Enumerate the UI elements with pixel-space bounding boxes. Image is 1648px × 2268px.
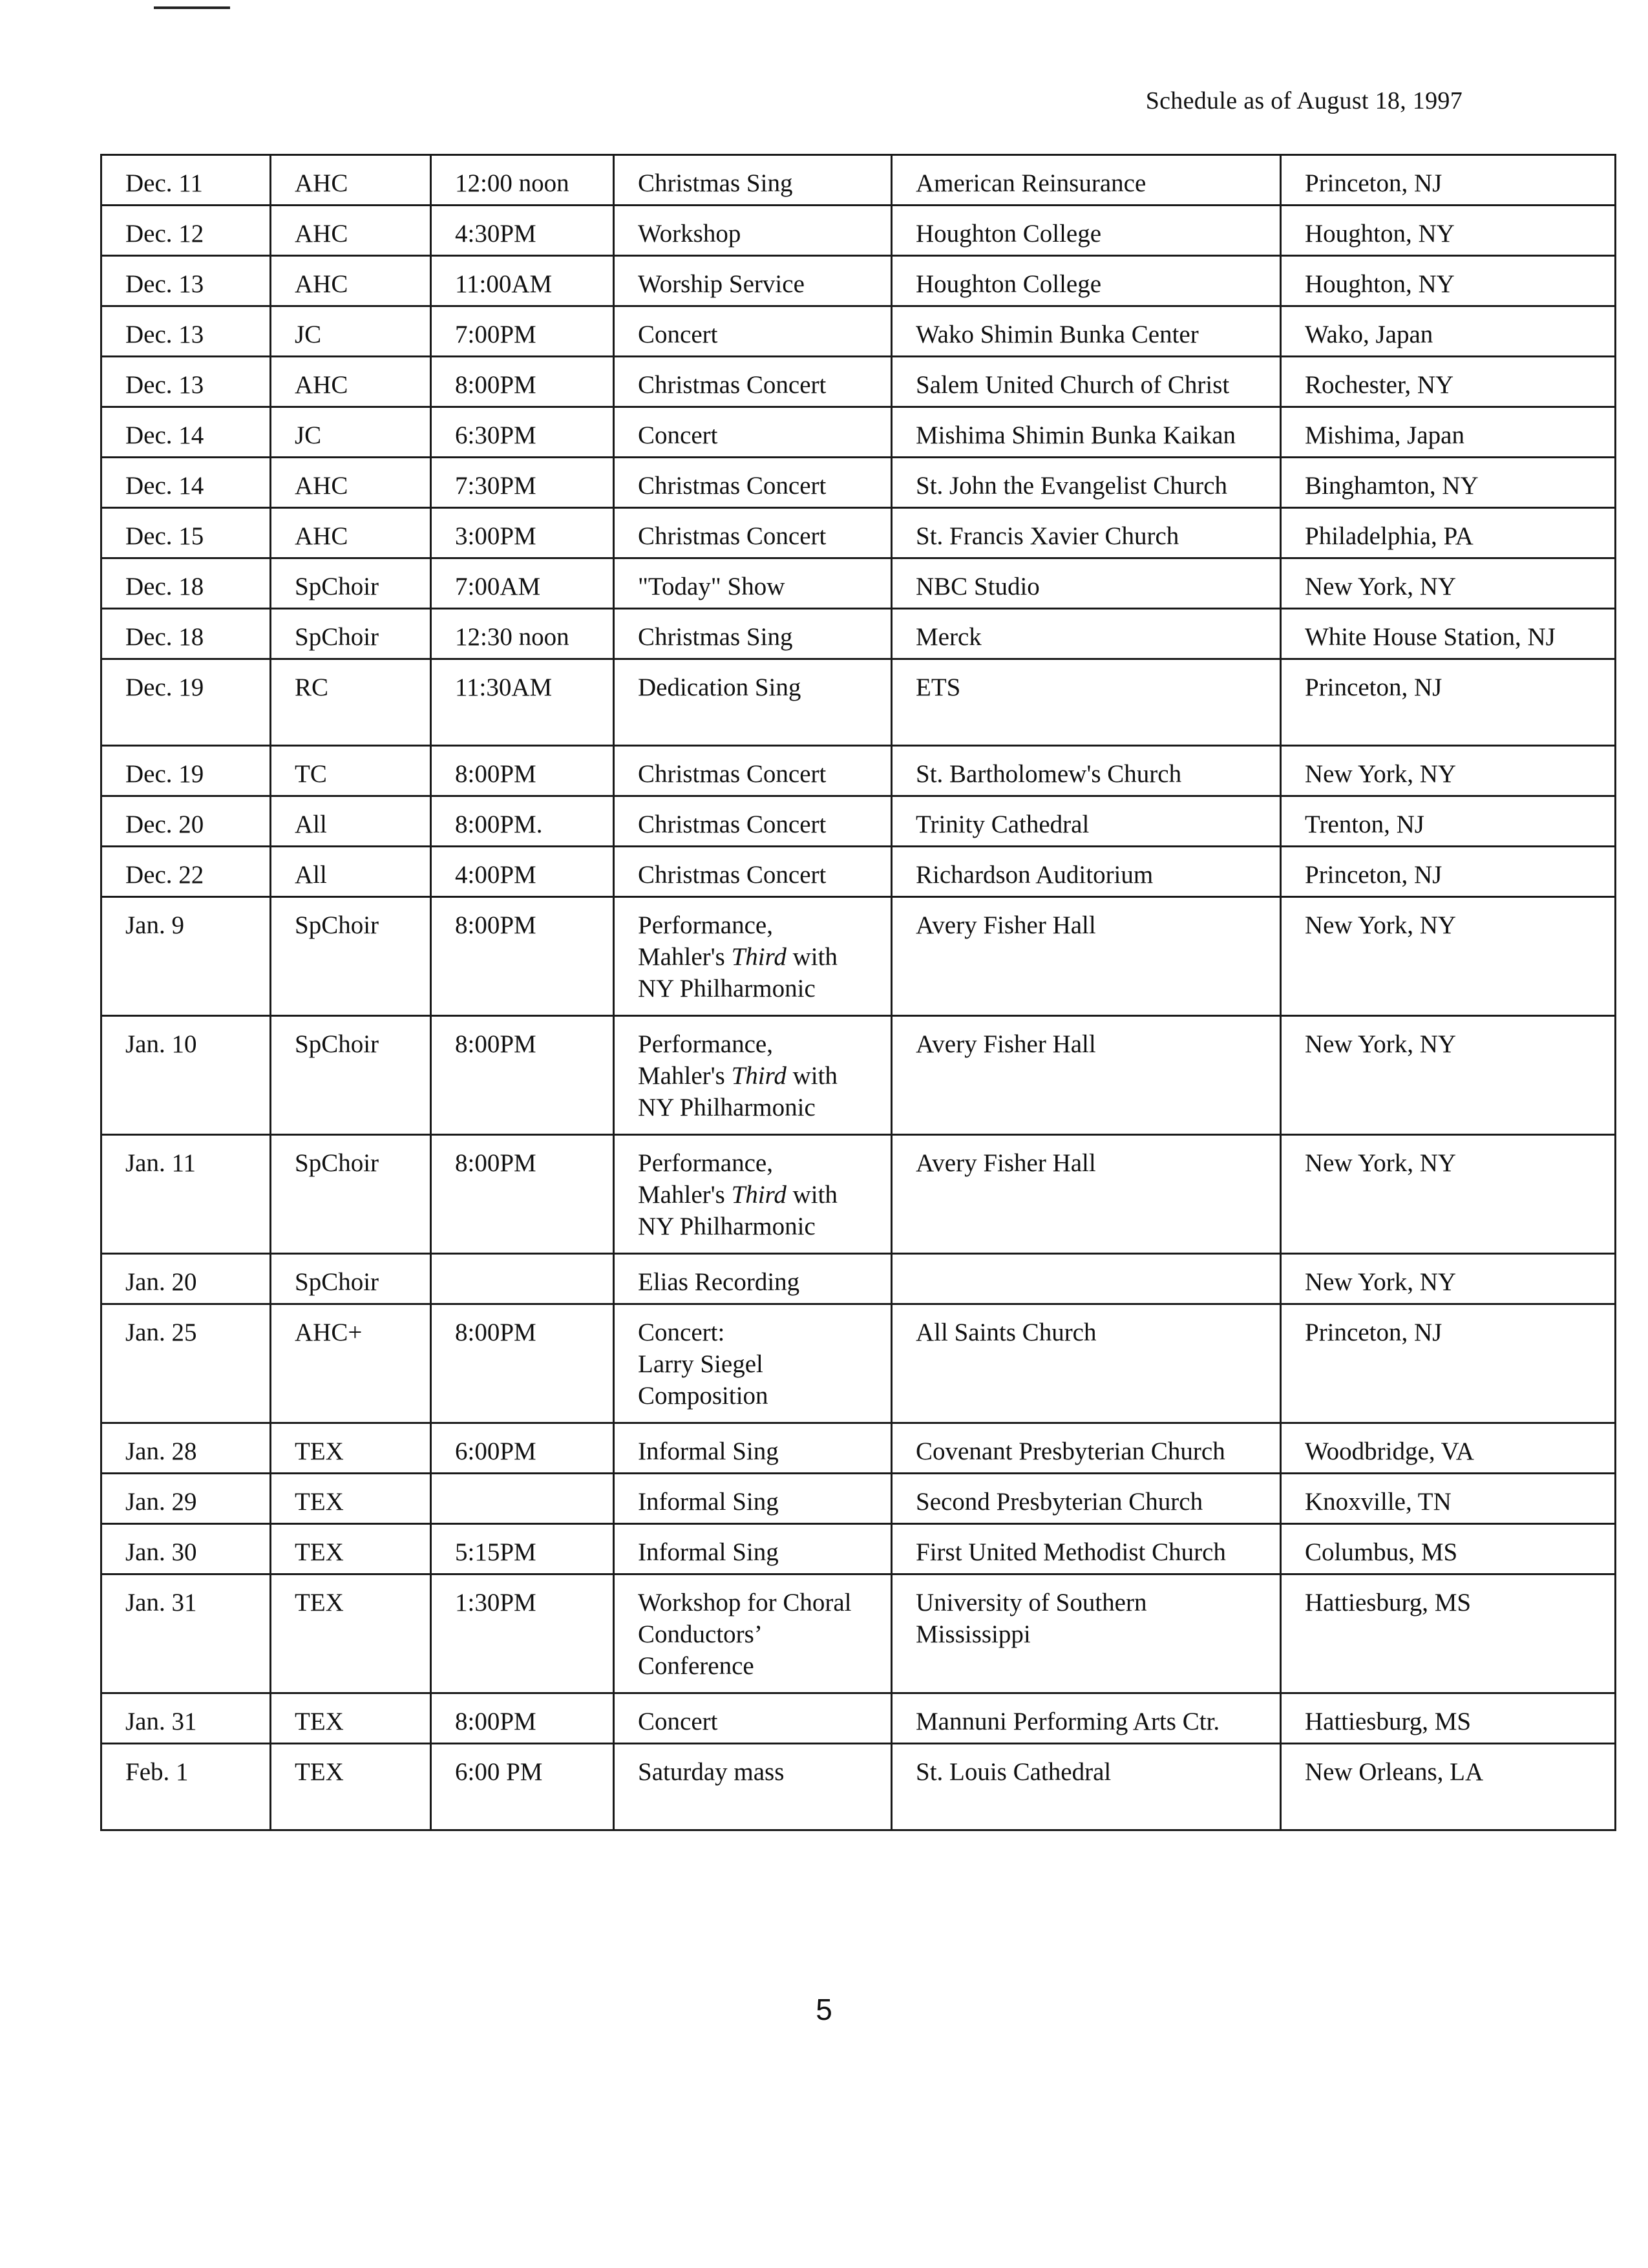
date-cell: Jan. 20	[101, 1254, 271, 1304]
event-cell	[614, 155, 892, 206]
venue-cell-line: Covenant Presbyterian Church	[916, 1437, 1225, 1465]
location-cell: New York, NY	[1281, 1254, 1616, 1304]
date-cell: Dec. 18	[101, 558, 271, 609]
event-cell-line: Workshop for Choral	[638, 1589, 852, 1616]
table-row	[101, 558, 1616, 609]
venue-cell-line: Merck	[916, 623, 982, 651]
venue-cell	[892, 508, 1281, 558]
time-cell: 8:00PM	[431, 897, 614, 1016]
location-cell: Rochester, NY	[1281, 357, 1616, 407]
venue-cell	[892, 1693, 1281, 1744]
event-cell-line: Christmas Concert	[638, 472, 827, 500]
venue-cell	[892, 609, 1281, 659]
time-cell: 12:00 noon	[431, 155, 614, 206]
venue-cell-line: Salem United Church of Christ	[916, 371, 1230, 399]
table-row	[101, 897, 1616, 1016]
date-cell: Dec. 18	[101, 609, 271, 659]
group-cell: All	[271, 847, 431, 897]
group-cell: SpChoir	[271, 558, 431, 609]
location-cell: Trenton, NJ	[1281, 796, 1616, 847]
group-cell: AHC	[271, 508, 431, 558]
event-cell-line: Christmas Sing	[638, 623, 793, 651]
event-cell-line: Christmas Concert	[638, 861, 827, 889]
schedule-table	[100, 154, 1616, 1831]
event-cell-line: NY Philharmonic	[638, 975, 816, 1002]
venue-cell-line: NBC Studio	[916, 573, 1040, 600]
time-cell: 8:00PM	[431, 1135, 614, 1254]
event-cell-line: Performance,	[638, 911, 773, 939]
venue-cell	[892, 1135, 1281, 1254]
date-cell: Jan. 25	[101, 1304, 271, 1423]
table-row	[101, 796, 1616, 847]
location-cell: New York, NY	[1281, 1135, 1616, 1254]
event-cell	[614, 306, 892, 357]
group-cell: JC	[271, 407, 431, 458]
group-cell: AHC	[271, 458, 431, 508]
event-cell-line: Christmas Concert	[638, 371, 827, 399]
date-cell: Jan. 29	[101, 1474, 271, 1524]
event-cell-line: Performance,	[638, 1030, 773, 1058]
event-cell-line: Mahler's Third with	[638, 1062, 838, 1090]
time-cell	[431, 1474, 614, 1524]
event-cell-line: "Today" Show	[638, 573, 785, 600]
time-cell: 8:00PM	[431, 357, 614, 407]
location-cell: New York, NY	[1281, 897, 1616, 1016]
venue-cell-line: St. John the Evangelist Church	[916, 472, 1228, 500]
event-cell-line: Conductors’	[638, 1620, 763, 1648]
event-cell	[614, 1135, 892, 1254]
venue-cell	[892, 1474, 1281, 1524]
schedule-header: Schedule as of August 18, 1997	[1145, 87, 1463, 114]
venue-cell	[892, 1524, 1281, 1574]
table-row	[101, 256, 1616, 306]
event-cell-line: Informal Sing	[638, 1437, 779, 1465]
table-row	[101, 155, 1616, 206]
event-cell-line: Worship Service	[638, 270, 805, 298]
group-cell: SpChoir	[271, 1135, 431, 1254]
venue-cell	[892, 1574, 1281, 1693]
location-cell: Princeton, NJ	[1281, 847, 1616, 897]
event-cell	[614, 508, 892, 558]
event-cell-line: Conference	[638, 1652, 754, 1680]
date-cell: Jan. 31	[101, 1693, 271, 1744]
table-row	[101, 1135, 1616, 1254]
group-cell: SpChoir	[271, 1016, 431, 1135]
location-cell: Mishima, Japan	[1281, 407, 1616, 458]
event-cell-line: Elias Recording	[638, 1268, 800, 1296]
venue-cell-line: Mishima Shimin Bunka Kaikan	[916, 421, 1236, 449]
event-cell	[614, 897, 892, 1016]
date-cell: Dec. 11	[101, 155, 271, 206]
event-cell-line: NY Philharmonic	[638, 1094, 816, 1121]
location-cell: New York, NY	[1281, 746, 1616, 796]
date-cell: Dec. 14	[101, 458, 271, 508]
event-cell-line: Christmas Concert	[638, 811, 827, 838]
date-cell: Dec. 12	[101, 206, 271, 256]
table-row	[101, 1524, 1616, 1574]
venue-cell	[892, 897, 1281, 1016]
venue-cell-line: Mannuni Performing Arts Ctr.	[916, 1708, 1220, 1735]
date-cell: Dec. 13	[101, 357, 271, 407]
venue-cell	[892, 357, 1281, 407]
location-cell: Princeton, NJ	[1281, 1304, 1616, 1423]
event-cell	[614, 1744, 892, 1830]
venue-cell-line: Houghton College	[916, 220, 1102, 248]
venue-cell-line: Houghton College	[916, 270, 1102, 298]
table-row	[101, 407, 1616, 458]
event-cell	[614, 796, 892, 847]
table-row	[101, 1304, 1616, 1423]
event-cell-line: Dedication Sing	[638, 673, 801, 701]
group-cell: TEX	[271, 1423, 431, 1474]
venue-cell	[892, 1744, 1281, 1830]
event-cell	[614, 1423, 892, 1474]
venue-cell-line: ETS	[916, 673, 961, 701]
location-cell: Princeton, NJ	[1281, 659, 1616, 746]
time-cell: 8:00PM	[431, 746, 614, 796]
group-cell: AHC	[271, 256, 431, 306]
event-cell-line: Mahler's Third with	[638, 1181, 838, 1209]
group-cell: SpChoir	[271, 897, 431, 1016]
group-cell: RC	[271, 659, 431, 746]
table-row	[101, 1016, 1616, 1135]
location-cell: Wako, Japan	[1281, 306, 1616, 357]
venue-cell-line: St. Bartholomew's Church	[916, 760, 1182, 788]
group-cell: AHC	[271, 155, 431, 206]
venue-cell-line: Second Presbyterian Church	[916, 1488, 1203, 1516]
event-cell	[614, 407, 892, 458]
group-cell: SpChoir	[271, 1254, 431, 1304]
page-number: 5	[816, 1993, 832, 2026]
event-cell	[614, 1693, 892, 1744]
table-row	[101, 1574, 1616, 1693]
time-cell: 4:00PM	[431, 847, 614, 897]
time-cell: 1:30PM	[431, 1574, 614, 1693]
location-cell: Knoxville, TN	[1281, 1474, 1616, 1524]
time-cell: 6:30PM	[431, 407, 614, 458]
venue-cell-line: St. Francis Xavier Church	[916, 522, 1179, 550]
time-cell: 6:00 PM	[431, 1744, 614, 1830]
table-row	[101, 508, 1616, 558]
date-cell: Dec. 19	[101, 746, 271, 796]
time-cell: 7:00PM	[431, 306, 614, 357]
event-cell-line: Informal Sing	[638, 1488, 779, 1516]
date-cell: Dec. 15	[101, 508, 271, 558]
event-cell-line: NY Philharmonic	[638, 1213, 816, 1240]
event-cell-line: Christmas Sing	[638, 169, 793, 197]
event-cell-line: Mahler's Third with	[638, 943, 838, 971]
location-cell: Houghton, NY	[1281, 206, 1616, 256]
event-cell	[614, 1574, 892, 1693]
venue-cell	[892, 746, 1281, 796]
time-cell: 7:30PM	[431, 458, 614, 508]
group-cell: AHC	[271, 357, 431, 407]
venue-cell-line: All Saints Church	[916, 1319, 1097, 1346]
venue-cell-line: Wako Shimin Bunka Center	[916, 321, 1199, 348]
group-cell: AHC	[271, 206, 431, 256]
date-cell: Dec. 14	[101, 407, 271, 458]
venue-cell	[892, 1016, 1281, 1135]
event-cell	[614, 1254, 892, 1304]
location-cell: Columbus, MS	[1281, 1524, 1616, 1574]
location-cell: Binghamton, NY	[1281, 458, 1616, 508]
event-cell	[614, 609, 892, 659]
location-cell: Philadelphia, PA	[1281, 508, 1616, 558]
table-row	[101, 458, 1616, 508]
date-cell: Dec. 19	[101, 659, 271, 746]
time-cell: 11:30AM	[431, 659, 614, 746]
group-cell: All	[271, 796, 431, 847]
event-cell-line: Concert	[638, 321, 718, 348]
table-row	[101, 847, 1616, 897]
event-cell-line: Composition	[638, 1382, 768, 1410]
event-cell-line: Larry Siegel	[638, 1350, 763, 1378]
time-cell: 11:00AM	[431, 256, 614, 306]
venue-cell-line: St. Louis Cathedral	[916, 1758, 1112, 1786]
date-cell: Dec. 20	[101, 796, 271, 847]
table-row	[101, 1474, 1616, 1524]
table-row	[101, 206, 1616, 256]
date-cell: Feb. 1	[101, 1744, 271, 1830]
event-cell-line: Christmas Concert	[638, 760, 827, 788]
table-row	[101, 609, 1616, 659]
group-cell: TEX	[271, 1474, 431, 1524]
table-row	[101, 1423, 1616, 1474]
venue-cell	[892, 847, 1281, 897]
time-cell: 12:30 noon	[431, 609, 614, 659]
time-cell: 4:30PM	[431, 206, 614, 256]
venue-cell-line: Trinity Cathedral	[916, 811, 1090, 838]
date-cell: Dec. 13	[101, 306, 271, 357]
venue-cell	[892, 206, 1281, 256]
event-cell	[614, 1016, 892, 1135]
date-cell: Jan. 9	[101, 897, 271, 1016]
date-cell: Jan. 10	[101, 1016, 271, 1135]
event-cell-line: Performance,	[638, 1149, 773, 1177]
table-row	[101, 357, 1616, 407]
event-cell-line: Concert	[638, 421, 718, 449]
time-cell: 8:00PM.	[431, 796, 614, 847]
time-cell: 8:00PM	[431, 1016, 614, 1135]
event-cell	[614, 458, 892, 508]
venue-cell-line: American Reinsurance	[916, 169, 1146, 197]
table-row	[101, 746, 1616, 796]
venue-cell	[892, 1304, 1281, 1423]
event-cell-line: Workshop	[638, 220, 741, 248]
location-cell: Hattiesburg, MS	[1281, 1574, 1616, 1693]
table-row	[101, 1693, 1616, 1744]
venue-cell	[892, 155, 1281, 206]
event-cell-line: Saturday mass	[638, 1758, 785, 1786]
time-cell: 8:00PM	[431, 1693, 614, 1744]
location-cell: Houghton, NY	[1281, 256, 1616, 306]
time-cell: 5:15PM	[431, 1524, 614, 1574]
table-row	[101, 1744, 1616, 1830]
venue-cell	[892, 458, 1281, 508]
venue-cell-line: Mississippi	[916, 1620, 1031, 1648]
event-cell	[614, 746, 892, 796]
event-cell	[614, 1474, 892, 1524]
location-cell: New York, NY	[1281, 558, 1616, 609]
group-cell: AHC+	[271, 1304, 431, 1423]
date-cell: Dec. 13	[101, 256, 271, 306]
venue-cell-line: Avery Fisher Hall	[916, 1030, 1096, 1058]
date-cell: Jan. 30	[101, 1524, 271, 1574]
location-cell: New York, NY	[1281, 1016, 1616, 1135]
group-cell: SpChoir	[271, 609, 431, 659]
group-cell: JC	[271, 306, 431, 357]
event-cell	[614, 659, 892, 746]
group-cell: TEX	[271, 1574, 431, 1693]
venue-cell	[892, 407, 1281, 458]
time-cell: 8:00PM	[431, 1304, 614, 1423]
time-cell: 7:00AM	[431, 558, 614, 609]
venue-cell	[892, 256, 1281, 306]
location-cell: White House Station, NJ	[1281, 609, 1616, 659]
venue-cell	[892, 1254, 1281, 1304]
time-cell: 3:00PM	[431, 508, 614, 558]
group-cell: TEX	[271, 1744, 431, 1830]
location-cell: Hattiesburg, MS	[1281, 1693, 1616, 1744]
venue-cell-line: Avery Fisher Hall	[916, 1149, 1096, 1177]
event-cell	[614, 1524, 892, 1574]
date-cell: Jan. 28	[101, 1423, 271, 1474]
top-rule	[154, 6, 230, 9]
venue-cell-line: Richardson Auditorium	[916, 861, 1154, 889]
table-row	[101, 1254, 1616, 1304]
date-cell: Jan. 31	[101, 1574, 271, 1693]
event-cell-line: Informal Sing	[638, 1538, 779, 1566]
event-cell	[614, 256, 892, 306]
event-cell-line: Concert	[638, 1708, 718, 1735]
venue-cell-line: University of Southern	[916, 1589, 1147, 1616]
location-cell: Woodbridge, VA	[1281, 1423, 1616, 1474]
table-row	[101, 659, 1616, 746]
date-cell: Jan. 11	[101, 1135, 271, 1254]
table-row	[101, 306, 1616, 357]
time-cell: 6:00PM	[431, 1423, 614, 1474]
event-cell	[614, 847, 892, 897]
event-cell-line: Concert:	[638, 1319, 725, 1346]
venue-cell	[892, 1423, 1281, 1474]
group-cell: TEX	[271, 1693, 431, 1744]
location-cell: Princeton, NJ	[1281, 155, 1616, 206]
venue-cell	[892, 558, 1281, 609]
event-cell	[614, 206, 892, 256]
venue-cell-line: First United Methodist Church	[916, 1538, 1226, 1566]
venue-cell	[892, 306, 1281, 357]
event-cell	[614, 1304, 892, 1423]
event-cell	[614, 558, 892, 609]
event-cell	[614, 357, 892, 407]
venue-cell	[892, 659, 1281, 746]
schedule-table-body	[101, 155, 1616, 1830]
location-cell: New Orleans, LA	[1281, 1744, 1616, 1830]
group-cell: TC	[271, 746, 431, 796]
venue-cell	[892, 796, 1281, 847]
event-cell-line: Christmas Concert	[638, 522, 827, 550]
time-cell	[431, 1254, 614, 1304]
date-cell: Dec. 22	[101, 847, 271, 897]
group-cell: TEX	[271, 1524, 431, 1574]
venue-cell-line: Avery Fisher Hall	[916, 911, 1096, 939]
